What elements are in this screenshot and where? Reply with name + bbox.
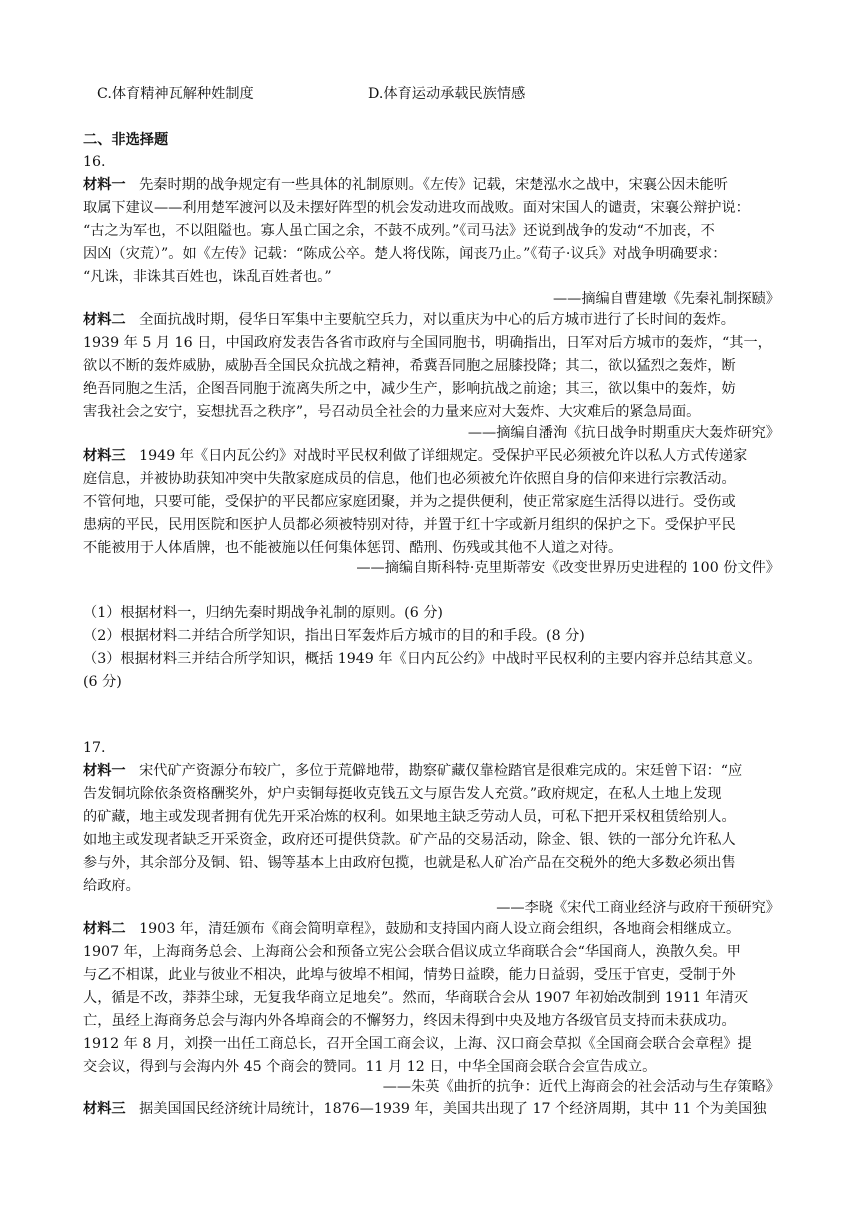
question-16-number: 16.	[83, 154, 106, 170]
q17-material-1-line: 的矿藏，地主或发现者拥有优先开采冶炼的权利。如果地主缺乏劳动人员，可私下把开采权租赁给别人。	[83, 809, 736, 825]
q16-material-1-source: ——摘编自曹建墩《先秦礼制探赜》	[552, 291, 780, 307]
q16-material-1-line: 因凶（灾荒）”。如《左传》记载：“陈成公卒。楚人将伐陈，闻丧乃止。”《荀子·议兵》对战争明确要求：	[83, 246, 727, 262]
q17-material-1-line: 如地主或发现者缺乏开采资金，政府还可提供贷款。矿产品的交易活动，除金、银、铁的一部分允许私人	[83, 832, 736, 848]
q16-material-3-line: 不能被用于人体盾牌，也不能被施以任何集体惩罚、酷刑、伤残或其他不人道之对待。	[83, 540, 623, 556]
q16-material-1-line: 取属下建议——利用楚军渡河以及未摆好阵型的机会发动进攻而战败。面对宋国人的谴责，宋襄公辩护说：	[83, 200, 750, 216]
q17-material-3-line: 材料三 据美国国民经济统计局统计，1876—1939 年，美国共出现了 17 个经济周期，其中 11 个为美国独	[83, 1101, 767, 1117]
q16-material-2-label: 材料二	[83, 312, 126, 328]
q16-material-3-line: 不管何地，只要可能，受保护的平民都应家庭团聚，并为之提供便利，使正常家庭生活得以进行。受伤或	[83, 494, 736, 510]
q17-material-2-line: 材料二 1903 年，清廷颁布《商会简明章程》，鼓励和支持国内商人设立商会组织，各地商会相继成立。	[83, 921, 741, 937]
q16-material-3-line: 庭信息，并被协助获知冲突中失散家庭成员的信息，他们也必须被允许依照自身的信仰来进行宗教活动。	[83, 471, 736, 487]
q16-material-3-label: 材料三	[83, 448, 126, 464]
q17-material-2-line: 1912 年 8 月，刘揆一出任工商总长，召开全国工商会议，上海、汉口商会草拟《全国商会联合会章程》提	[83, 1036, 752, 1052]
q17-material-2-line: 1907 年，上海商务总会、上海商公会和预备立宪公会联合倡议成立华商联合会“华国商人，涣散久矣。甲	[83, 944, 741, 960]
q17-material-3-label: 材料三	[83, 1101, 126, 1117]
q16-material-3-line: 患病的平民，民用医院和医护人员都必须被特别对待，并置于红十字或新月组织的保护之下。受保护平民	[83, 517, 736, 533]
option-c: C.体育精神瓦解种姓制度	[97, 86, 254, 102]
q17-material-2-line: 交会议，得到与会海内外 45 个商会的赞同。11 月 12 日，中华全国商会联合会宣告成立。	[83, 1059, 657, 1075]
q17-material-2-line: 与乙不相谋，此业与彼业不相决，此埠与彼埠不相闻，情势日益睽，能力日益弱，受压于官吏，受制于外	[83, 967, 736, 983]
q16-material-2-line: 欲以不断的轰炸威胁，威胁吾全国民众抗战之精神，希冀吾同胞之屈膝投降；其二，欲以猛烈之轰炸，断	[83, 358, 736, 374]
q16-material-1-line: “凡诛，非诛其百姓也，诛乱百姓者也。”	[83, 269, 332, 285]
q17-material-2-source: ——朱英《曲折的抗争：近代上海商会的社会活动与生存策略》	[382, 1079, 780, 1095]
q16-material-3-source: ——摘编自斯科特·克里斯蒂安《改变世界历史进程的 100 份文件》	[356, 560, 780, 576]
q16-material-2-line: 材料二 全面抗战时期，侵华日军集中主要航空兵力，对以重庆为中心的后方城市进行了长时间的轰炸。	[83, 312, 735, 328]
q16-subquestion-1: （1）根据材料一，归纳先秦时期战争礼制的原则。(6 分)	[83, 605, 443, 621]
q17-material-1-line: 给政府。	[83, 878, 140, 894]
q17-material-1-line: 参与外，其余部分及铜、铅、锡等基本上由政府包揽，也就是私人矿冶产品在交税外的绝大多数必须出售	[83, 855, 736, 871]
option-d: D.体育运动承载民族情感	[368, 86, 526, 102]
q17-material-1-label: 材料一	[83, 763, 126, 779]
q16-material-1-label: 材料一	[83, 177, 126, 193]
q16-material-2-line: 害我社会之安宁，妄想扰吾之秩序”，号召动员全社会的力量来应对大轰炸、大灾难后的紧急局面。	[83, 404, 701, 420]
q17-material-1-source: ——李晓《宋代工商业经济与政府干预研究》	[496, 900, 780, 916]
q16-material-2-source: ——摘编自潘洵《抗日战争时期重庆大轰炸研究》	[467, 425, 780, 441]
q16-material-2-line: 1939 年 5 月 16 日，中国政府发表告各省市政府与全国同胞书，明确指出，日军对后方城市的轰炸，“其一，	[83, 335, 772, 351]
q16-subquestion-3: （3）根据材料三并结合所学知识，概括 1949 年《日内瓦公约》中战时平民权利的主要内容并总结其意义。	[83, 651, 762, 667]
q17-material-2-label: 材料二	[83, 921, 126, 937]
q17-material-1-line: 告发铜坑除依条资格酬奖外，炉户卖铜每挺收克钱五文与原告发人充赏。”政府规定，在私人土地上发现	[83, 786, 722, 802]
q16-material-2-line: 绝吾同胞之生活，企图吾同胞于流离失所之中，减少生产，影响抗战之前途；其三，欲以集中的轰炸，妨	[83, 381, 736, 397]
q16-material-1-line: 材料一 先秦时期的战争规定有一些具体的礼制原则。《左传》记载，宋楚泓水之战中，宋襄公因未能听	[83, 177, 728, 193]
question-17-number: 17.	[83, 740, 106, 756]
q17-material-2-line: 人，循是不改，莽莽尘球，无复我华商立足地矣”。然而，华商联合会从 1907 年初始改制到 1911 年清灭	[83, 990, 749, 1006]
q16-material-1-line: “古之为军也，不以阻隘也。寡人虽亡国之余，不鼓不成列。”《司马法》还说到战争的发动“不加丧，不	[83, 223, 715, 239]
q16-subquestion-2: （2）根据材料二并结合所学知识，指出日军轰炸后方城市的目的和手段。(8 分)	[83, 628, 585, 644]
q16-subquestion-3-score: (6 分)	[83, 674, 122, 690]
q17-material-2-line: 亡，虽经上海商务总会与海内外各埠商会的不懈努力，终因未得到中央及地方各级官员支持而未获成功。	[83, 1013, 736, 1029]
section-title: 二、非选择题	[83, 132, 169, 148]
q17-material-1-line: 材料一 宋代矿产资源分布较广，多位于荒僻地带，勘察矿藏仅靠检踏官是很难完成的。宋廷曾下诏：“应	[83, 763, 743, 779]
q16-material-3-line: 材料三 1949 年《日内瓦公约》对战时平民权利做了详细规定。受保护平民必须被允许以私人方式传递家	[83, 448, 748, 464]
